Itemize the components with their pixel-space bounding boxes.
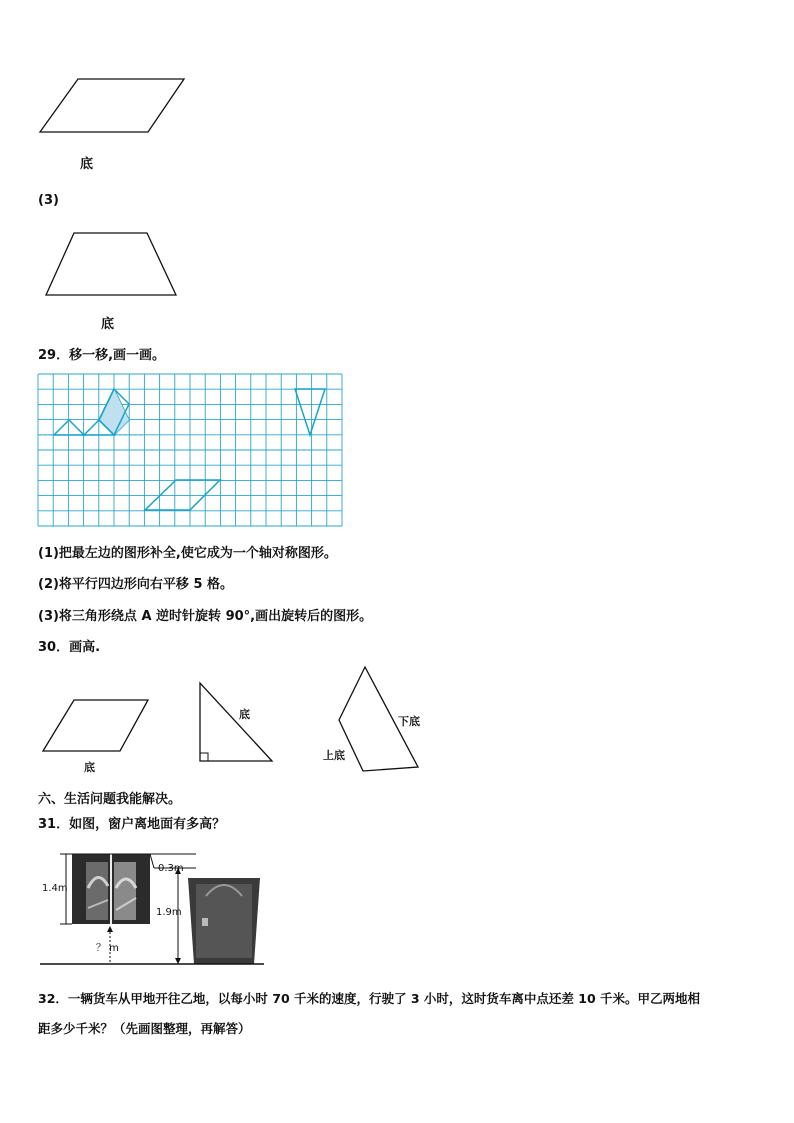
window-height-label: 1.4m: [42, 883, 68, 894]
small-triangle-1: [54, 420, 84, 435]
q29-instruction-3: (3)将三角形绕点 A 逆时针旋转 90°,画出旋转后的图形。: [38, 609, 373, 624]
unknown-height-label: ？ m: [96, 943, 119, 954]
q29-instruction-2: (2)将平行四边形向右平移 5 格。: [38, 577, 234, 592]
parallelogram-figure-1: [36, 76, 188, 136]
top-gap-label: 0.3m: [158, 863, 184, 874]
question-31-title: 31．如图，窗户离地面有多高？: [38, 817, 226, 832]
trapezoid-base-label: 底: [101, 317, 115, 332]
grid-figure: [37, 372, 343, 527]
q29-instruction-1: (1)把最左边的图形补全,使它成为一个轴对称图形。: [38, 546, 337, 561]
q30-parallelogram-base-label: 底: [84, 761, 95, 774]
triangle-to-rotate: [295, 389, 325, 435]
q30-lower-base-label: 下底: [398, 715, 420, 728]
window-diagram: [36, 848, 268, 970]
parallelogram-base-label: 底: [80, 157, 94, 172]
q30-right-triangle: [196, 679, 278, 765]
total-height-label: 1.9m: [156, 907, 182, 918]
q30-triangle-base-label: 底: [239, 708, 250, 721]
question-32-line-2: 距多少千米？（先画图整理，再解答）: [38, 1021, 251, 1036]
section-6-title: 六、生活问题我能解决。: [38, 792, 182, 807]
question-32-line-1: 32．一辆货车从甲地开往乙地，以每小时 70 千米的速度，行驶了 3 小时，这时货车离中点还差 10 千米。甲乙两地相: [38, 991, 700, 1006]
question-29-title: 29．移一移,画一画。: [38, 348, 166, 363]
part-3-label: (3): [38, 193, 59, 208]
q30-parallelogram: [40, 697, 152, 755]
trapezoid-figure: [44, 230, 180, 298]
grid-parallelogram: [145, 480, 220, 510]
question-30-title: 30．画高.: [38, 640, 101, 655]
q30-upper-base-label: 上底: [323, 749, 345, 762]
